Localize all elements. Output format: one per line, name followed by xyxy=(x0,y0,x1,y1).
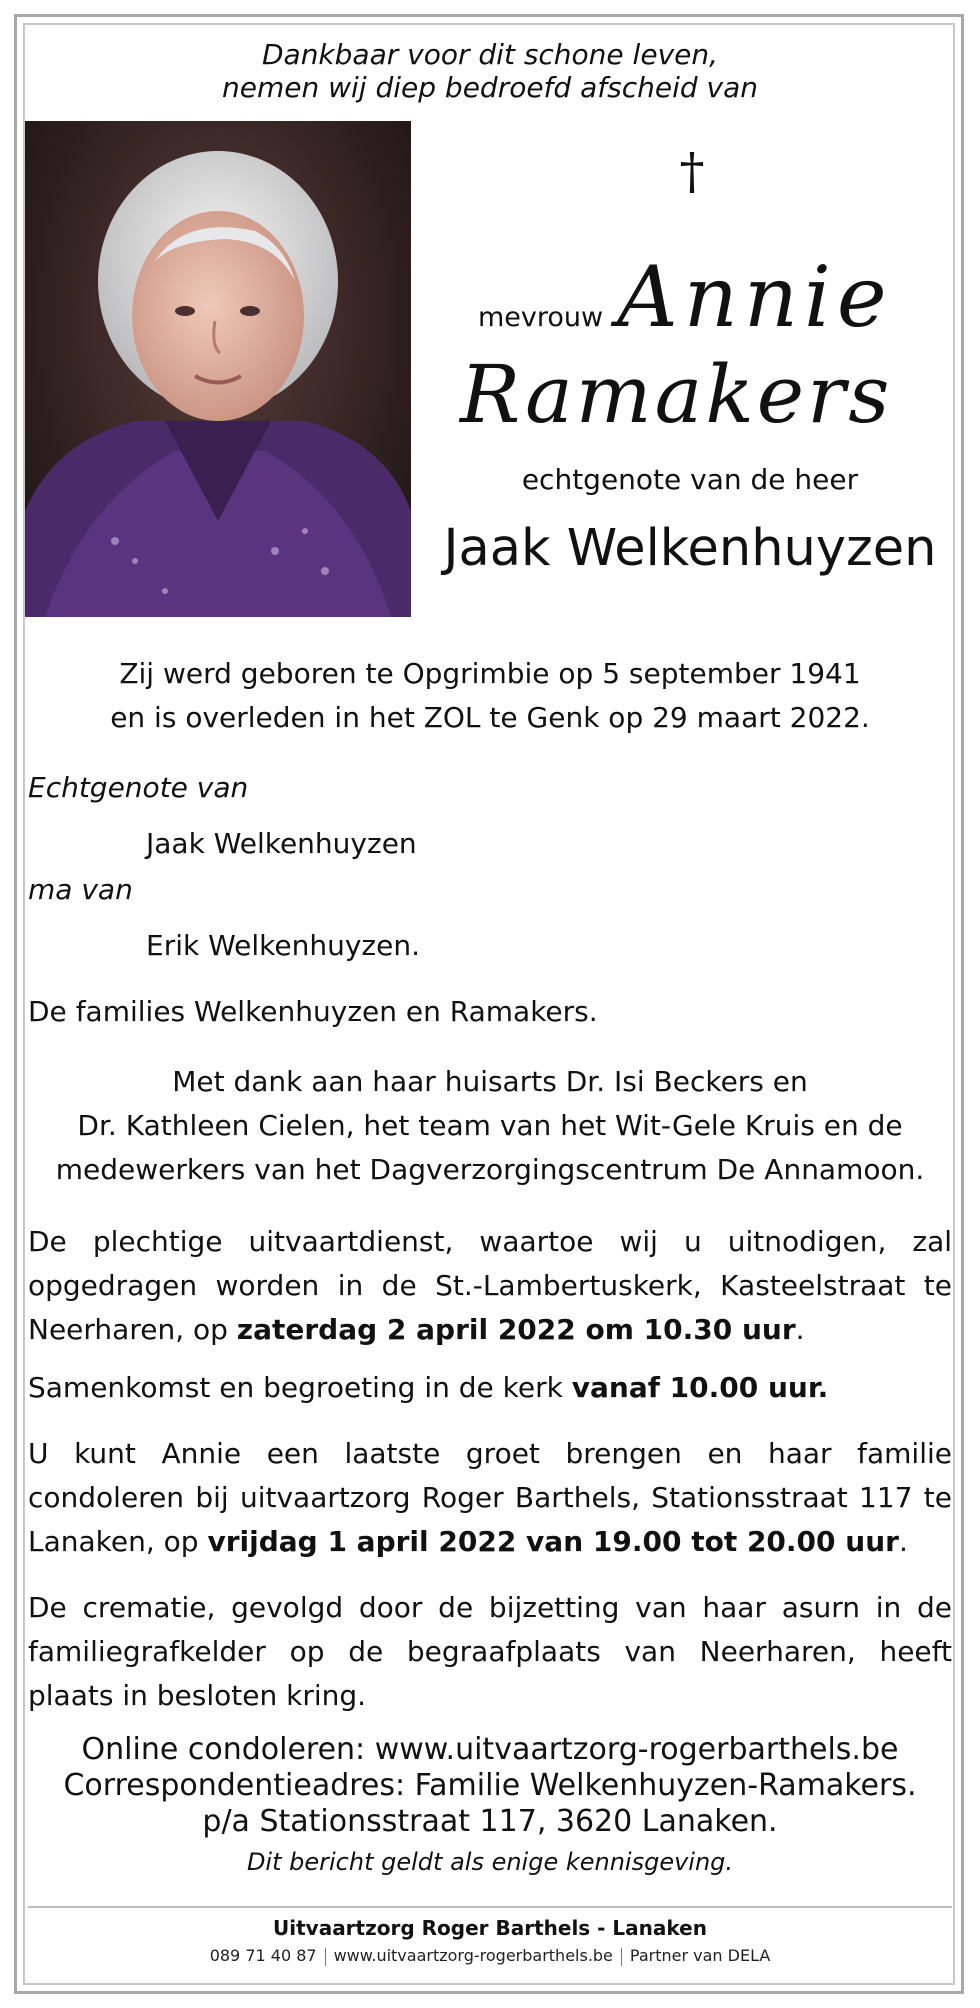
thanks-paragraph xyxy=(28,1060,952,1192)
portrait-photo xyxy=(25,121,411,617)
visit-date: vrijdag 1 april 2022 van 19.00 tot 20.00 uur xyxy=(207,1525,899,1558)
gathering-time: vanaf 10.00 uur. xyxy=(571,1371,829,1404)
mother-of-label: ma van xyxy=(28,873,133,906)
gathering-text: Samenkomst en begroeting in de kerk xyxy=(28,1371,572,1404)
footer-partner: Partner van DELA xyxy=(629,1946,771,1965)
gathering-paragraph xyxy=(28,1366,952,1410)
intro-line-2: nemen wij diep bedroefd afscheid van xyxy=(221,71,758,104)
intro-text xyxy=(160,38,820,104)
portrait-illustration xyxy=(25,121,411,617)
spouse-of-label: Echtgenote van xyxy=(28,771,249,804)
service-paragraph xyxy=(28,1220,952,1352)
footer-title: Uitvaartzorg Roger Barthels - Lanaken xyxy=(273,1916,707,1940)
online-condolence: Online condoleren: www.uitvaartzorg-rogerbarthels.be xyxy=(81,1732,899,1767)
thanks-line-2: Dr. Kathleen Cielen, het team van het Wit-Gele Kruis en de xyxy=(77,1109,903,1142)
visit-text: U kunt Annie een laatste groet brengen en haar familie condoleren bij uitvaartzorg Roger Barthels, Stationsstraat 117 te Lanaken, op xyxy=(28,1437,952,1558)
families-line: De families Welkenhuyzen en Ramakers. xyxy=(28,995,598,1028)
first-name: Annie xyxy=(617,248,893,346)
intro-line-1: Dankbaar voor dit schone leven, xyxy=(261,38,719,71)
visit-paragraph xyxy=(28,1432,952,1564)
notice-text: Dit bericht geldt als enige kennisgeving. xyxy=(246,1848,734,1876)
correspondence-address: Correspondentieadres: Familie Welkenhuyzen-Ramakers. xyxy=(63,1768,917,1803)
footer-phone: 089 71 40 87 xyxy=(209,1946,317,1965)
service-text: De plechtige uitvaartdienst, waartoe wij u uitnodigen, zal opgedragen worden in de St.-Lambertuskerk, Kasteelstraat te Neerharen, op xyxy=(28,1225,952,1346)
separator xyxy=(621,1948,622,1966)
footer-info xyxy=(28,1946,952,1966)
service-date: zaterdag 2 april 2022 om 10.30 uur xyxy=(236,1313,796,1346)
death-line: en is overleden in het ZOL te Genk op 29 maart 2022. xyxy=(110,701,870,734)
birth-death-info xyxy=(60,652,920,740)
visit-end: . xyxy=(898,1525,908,1558)
spouse-label: echtgenote van de heer xyxy=(521,463,859,496)
correspondence-street: p/a Stationsstraat 117, 3620 Lanaken. xyxy=(202,1804,778,1839)
thanks-line-1: Met dank aan haar huisarts Dr. Isi Beckers en xyxy=(172,1065,808,1098)
honorific: mevrouw xyxy=(478,302,604,333)
name-line-1 xyxy=(478,248,893,346)
cross-icon: † xyxy=(679,142,705,200)
spouse-entry: Jaak Welkenhuyzen xyxy=(146,827,417,860)
birth-line: Zij werd geboren te Opgrimbie op 5 september 1941 xyxy=(119,657,861,690)
separator xyxy=(325,1948,326,1966)
child-entry: Erik Welkenhuyzen. xyxy=(146,929,420,962)
service-end: . xyxy=(795,1313,805,1346)
footer-website[interactable]: www.uitvaartzorg-rogerbarthels.be xyxy=(333,1946,613,1965)
contact-block xyxy=(28,1732,952,1840)
footer-divider xyxy=(28,1906,952,1908)
spouse-name: Jaak Welkenhuyzen xyxy=(443,519,937,578)
cremation-paragraph: De crematie, gevolgd door de bijzetting van haar asurn in de familiegrafkelder op de begraafplaats van Neerharen, heeft plaats in besloten kring. xyxy=(28,1591,952,1712)
thanks-line-3: medewerkers van het Dagverzorgingscentrum De Annamoon. xyxy=(55,1153,925,1186)
last-name: Ramakers xyxy=(460,348,893,441)
